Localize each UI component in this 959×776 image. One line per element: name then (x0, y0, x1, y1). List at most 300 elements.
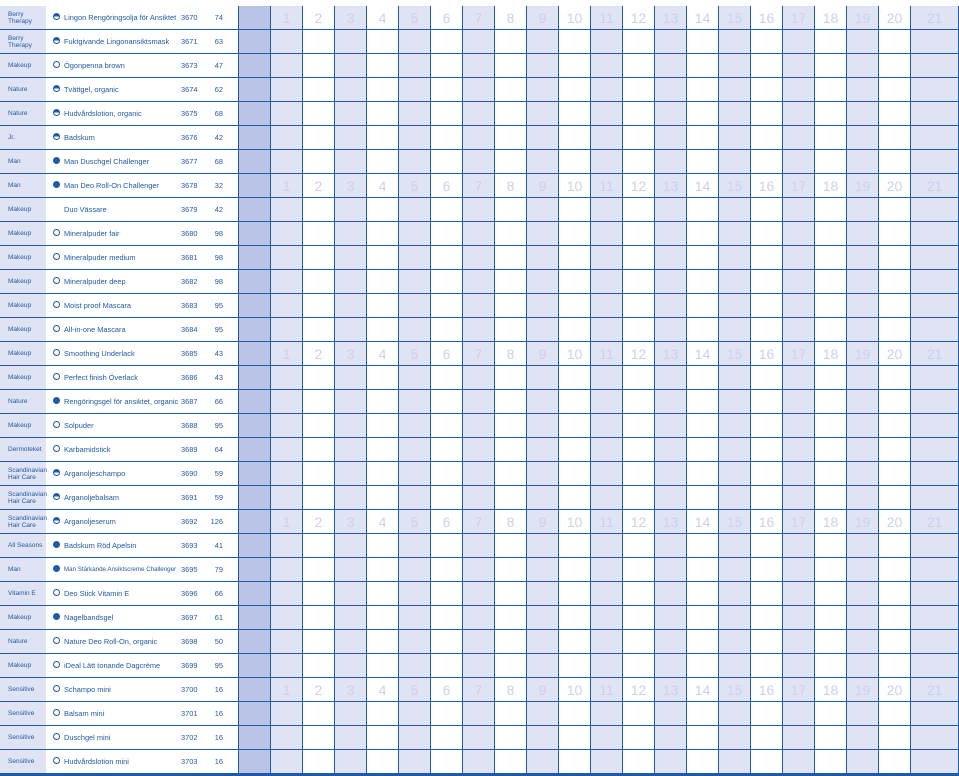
day-cell-10[interactable] (559, 486, 591, 509)
day-cell-15[interactable] (719, 54, 751, 77)
day-cell-20[interactable] (879, 294, 911, 317)
day-cell-10[interactable] (559, 414, 591, 437)
day-cell-7[interactable] (463, 78, 495, 101)
day-cell-11[interactable] (591, 606, 623, 629)
day-cell-3[interactable] (335, 270, 367, 293)
day-cell-10[interactable] (559, 126, 591, 149)
day-cell-11[interactable] (591, 78, 623, 101)
day-cell-14[interactable] (687, 630, 719, 653)
day-cell-1[interactable]: 1 (271, 174, 303, 197)
day-cell-10[interactable] (559, 102, 591, 125)
day-cell-2[interactable] (303, 102, 335, 125)
day-cell-20[interactable] (879, 414, 911, 437)
day-cell-1[interactable] (271, 78, 303, 101)
day-cell-3[interactable] (335, 654, 367, 677)
day-cell-4[interactable] (367, 294, 399, 317)
day-cell-14[interactable] (687, 654, 719, 677)
day-cell-4[interactable] (367, 486, 399, 509)
day-cell-15[interactable] (719, 582, 751, 605)
day-cell-20[interactable] (879, 150, 911, 173)
day-cell-12[interactable] (623, 30, 655, 53)
day-cell-4[interactable]: 4 (367, 510, 399, 533)
day-cell-1[interactable] (271, 54, 303, 77)
day-cell-15[interactable] (719, 222, 751, 245)
day-cell-5[interactable] (399, 390, 431, 413)
day-cell-14[interactable] (687, 30, 719, 53)
day-cell-16[interactable] (751, 414, 783, 437)
order-total-cell[interactable] (238, 606, 271, 629)
day-cell-12[interactable] (623, 606, 655, 629)
day-cell-17[interactable] (783, 366, 815, 389)
day-cell-4[interactable] (367, 462, 399, 485)
day-cell-2[interactable] (303, 414, 335, 437)
day-cell-1[interactable] (271, 462, 303, 485)
day-cell-6[interactable] (431, 198, 463, 221)
day-cell-19[interactable] (847, 318, 879, 341)
order-total-cell[interactable] (238, 6, 271, 29)
day-cell-8[interactable] (495, 582, 527, 605)
day-cell-17[interactable] (783, 486, 815, 509)
day-cell-21[interactable] (911, 534, 959, 557)
day-cell-18[interactable] (815, 462, 847, 485)
day-cell-3[interactable] (335, 702, 367, 725)
day-cell-8[interactable] (495, 366, 527, 389)
day-cell-6[interactable] (431, 102, 463, 125)
day-cell-5[interactable] (399, 630, 431, 653)
day-cell-21[interactable] (911, 462, 959, 485)
day-cell-3[interactable] (335, 726, 367, 749)
day-cell-16[interactable] (751, 318, 783, 341)
day-cell-21[interactable] (911, 702, 959, 725)
day-cell-11[interactable] (591, 366, 623, 389)
day-cell-17[interactable]: 17 (783, 6, 815, 29)
day-cell-4[interactable] (367, 150, 399, 173)
day-cell-10[interactable] (559, 702, 591, 725)
day-cell-10[interactable]: 10 (559, 678, 591, 701)
day-cell-7[interactable] (463, 246, 495, 269)
day-cell-8[interactable] (495, 102, 527, 125)
day-cell-1[interactable] (271, 606, 303, 629)
day-cell-6[interactable] (431, 318, 463, 341)
day-cell-19[interactable]: 19 (847, 510, 879, 533)
day-cell-6[interactable] (431, 750, 463, 773)
day-cell-10[interactable] (559, 390, 591, 413)
day-cell-18[interactable] (815, 318, 847, 341)
day-cell-21[interactable] (911, 150, 959, 173)
day-cell-11[interactable] (591, 702, 623, 725)
day-cell-19[interactable] (847, 270, 879, 293)
day-cell-7[interactable]: 7 (463, 174, 495, 197)
day-cell-20[interactable] (879, 318, 911, 341)
day-cell-14[interactable] (687, 702, 719, 725)
day-cell-9[interactable] (527, 270, 559, 293)
day-cell-10[interactable] (559, 78, 591, 101)
day-cell-6[interactable] (431, 438, 463, 461)
day-cell-19[interactable] (847, 198, 879, 221)
day-cell-8[interactable] (495, 126, 527, 149)
day-cell-18[interactable] (815, 702, 847, 725)
day-cell-11[interactable]: 11 (591, 342, 623, 365)
day-cell-20[interactable] (879, 486, 911, 509)
day-cell-12[interactable] (623, 78, 655, 101)
day-cell-17[interactable]: 17 (783, 510, 815, 533)
day-cell-20[interactable] (879, 582, 911, 605)
day-cell-5[interactable]: 5 (399, 6, 431, 29)
day-cell-1[interactable] (271, 486, 303, 509)
day-cell-19[interactable] (847, 102, 879, 125)
day-cell-5[interactable] (399, 270, 431, 293)
day-cell-6[interactable] (431, 30, 463, 53)
day-cell-8[interactable] (495, 246, 527, 269)
day-cell-1[interactable] (271, 654, 303, 677)
day-cell-19[interactable] (847, 582, 879, 605)
day-cell-6[interactable] (431, 366, 463, 389)
day-cell-8[interactable] (495, 462, 527, 485)
day-cell-9[interactable]: 9 (527, 678, 559, 701)
day-cell-7[interactable] (463, 198, 495, 221)
day-cell-13[interactable] (655, 654, 687, 677)
day-cell-8[interactable] (495, 150, 527, 173)
day-cell-9[interactable]: 9 (527, 342, 559, 365)
order-total-cell[interactable] (238, 78, 271, 101)
day-cell-7[interactable] (463, 54, 495, 77)
day-cell-18[interactable] (815, 726, 847, 749)
order-total-cell[interactable] (238, 438, 271, 461)
day-cell-11[interactable] (591, 246, 623, 269)
day-cell-20[interactable] (879, 654, 911, 677)
day-cell-7[interactable]: 7 (463, 678, 495, 701)
day-cell-4[interactable] (367, 534, 399, 557)
day-cell-12[interactable] (623, 270, 655, 293)
day-cell-21[interactable] (911, 750, 959, 773)
day-cell-10[interactable]: 10 (559, 342, 591, 365)
order-total-cell[interactable] (238, 726, 271, 749)
day-cell-12[interactable] (623, 630, 655, 653)
day-cell-6[interactable] (431, 414, 463, 437)
day-cell-16[interactable] (751, 150, 783, 173)
day-cell-20[interactable]: 20 (879, 174, 911, 197)
day-cell-11[interactable] (591, 30, 623, 53)
day-cell-12[interactable] (623, 222, 655, 245)
day-cell-16[interactable] (751, 222, 783, 245)
day-cell-17[interactable] (783, 606, 815, 629)
day-cell-4[interactable] (367, 630, 399, 653)
day-cell-20[interactable] (879, 726, 911, 749)
day-cell-17[interactable] (783, 414, 815, 437)
day-cell-15[interactable] (719, 270, 751, 293)
day-cell-21[interactable] (911, 102, 959, 125)
order-total-cell[interactable] (238, 414, 271, 437)
day-cell-19[interactable] (847, 126, 879, 149)
day-cell-1[interactable] (271, 702, 303, 725)
day-cell-11[interactable] (591, 198, 623, 221)
day-cell-9[interactable] (527, 198, 559, 221)
day-cell-9[interactable] (527, 438, 559, 461)
day-cell-3[interactable] (335, 222, 367, 245)
day-cell-19[interactable]: 19 (847, 342, 879, 365)
day-cell-2[interactable] (303, 486, 335, 509)
day-cell-9[interactable] (527, 30, 559, 53)
day-cell-17[interactable] (783, 126, 815, 149)
day-cell-20[interactable] (879, 606, 911, 629)
day-cell-7[interactable] (463, 270, 495, 293)
day-cell-17[interactable] (783, 726, 815, 749)
order-total-cell[interactable] (238, 534, 271, 557)
order-total-cell[interactable] (238, 462, 271, 485)
day-cell-14[interactable]: 14 (687, 174, 719, 197)
day-cell-8[interactable]: 8 (495, 6, 527, 29)
day-cell-16[interactable] (751, 78, 783, 101)
order-total-cell[interactable] (238, 222, 271, 245)
day-cell-17[interactable] (783, 246, 815, 269)
day-cell-8[interactable] (495, 30, 527, 53)
day-cell-7[interactable] (463, 558, 495, 581)
day-cell-16[interactable] (751, 366, 783, 389)
day-cell-3[interactable] (335, 150, 367, 173)
day-cell-10[interactable] (559, 270, 591, 293)
day-cell-21[interactable]: 21 (911, 510, 959, 533)
day-cell-1[interactable] (271, 294, 303, 317)
day-cell-2[interactable]: 2 (303, 342, 335, 365)
day-cell-3[interactable]: 3 (335, 510, 367, 533)
day-cell-10[interactable] (559, 366, 591, 389)
day-cell-7[interactable] (463, 414, 495, 437)
day-cell-17[interactable] (783, 150, 815, 173)
day-cell-9[interactable] (527, 486, 559, 509)
order-total-cell[interactable] (238, 702, 271, 725)
day-cell-15[interactable]: 15 (719, 342, 751, 365)
day-cell-13[interactable] (655, 366, 687, 389)
day-cell-3[interactable] (335, 246, 367, 269)
day-cell-17[interactable]: 17 (783, 174, 815, 197)
day-cell-17[interactable] (783, 390, 815, 413)
day-cell-6[interactable] (431, 606, 463, 629)
day-cell-18[interactable] (815, 486, 847, 509)
day-cell-12[interactable] (623, 294, 655, 317)
day-cell-7[interactable] (463, 606, 495, 629)
order-total-cell[interactable] (238, 582, 271, 605)
day-cell-13[interactable] (655, 102, 687, 125)
day-cell-20[interactable] (879, 366, 911, 389)
day-cell-15[interactable] (719, 390, 751, 413)
day-cell-13[interactable] (655, 222, 687, 245)
day-cell-13[interactable]: 13 (655, 342, 687, 365)
day-cell-10[interactable] (559, 54, 591, 77)
day-cell-13[interactable] (655, 486, 687, 509)
day-cell-7[interactable] (463, 726, 495, 749)
day-cell-7[interactable] (463, 630, 495, 653)
day-cell-12[interactable] (623, 318, 655, 341)
day-cell-20[interactable]: 20 (879, 678, 911, 701)
day-cell-6[interactable] (431, 294, 463, 317)
day-cell-7[interactable] (463, 702, 495, 725)
day-cell-5[interactable] (399, 462, 431, 485)
day-cell-9[interactable] (527, 102, 559, 125)
day-cell-20[interactable] (879, 630, 911, 653)
day-cell-1[interactable] (271, 390, 303, 413)
order-total-cell[interactable] (238, 102, 271, 125)
day-cell-18[interactable]: 18 (815, 6, 847, 29)
day-cell-10[interactable]: 10 (559, 174, 591, 197)
day-cell-6[interactable]: 6 (431, 510, 463, 533)
day-cell-3[interactable] (335, 750, 367, 773)
day-cell-13[interactable] (655, 630, 687, 653)
day-cell-7[interactable] (463, 486, 495, 509)
day-cell-2[interactable] (303, 726, 335, 749)
day-cell-15[interactable] (719, 366, 751, 389)
day-cell-2[interactable]: 2 (303, 510, 335, 533)
day-cell-12[interactable] (623, 54, 655, 77)
day-cell-21[interactable]: 21 (911, 342, 959, 365)
day-cell-14[interactable] (687, 198, 719, 221)
order-total-cell[interactable] (238, 366, 271, 389)
day-cell-17[interactable] (783, 558, 815, 581)
day-cell-5[interactable] (399, 438, 431, 461)
day-cell-16[interactable] (751, 246, 783, 269)
day-cell-8[interactable] (495, 390, 527, 413)
day-cell-2[interactable] (303, 630, 335, 653)
day-cell-8[interactable] (495, 750, 527, 773)
day-cell-13[interactable] (655, 534, 687, 557)
day-cell-6[interactable] (431, 150, 463, 173)
day-cell-2[interactable] (303, 150, 335, 173)
day-cell-2[interactable]: 2 (303, 174, 335, 197)
day-cell-11[interactable] (591, 318, 623, 341)
day-cell-5[interactable] (399, 150, 431, 173)
day-cell-21[interactable] (911, 222, 959, 245)
day-cell-13[interactable] (655, 606, 687, 629)
day-cell-17[interactable] (783, 462, 815, 485)
day-cell-2[interactable] (303, 78, 335, 101)
day-cell-15[interactable] (719, 702, 751, 725)
day-cell-14[interactable]: 14 (687, 342, 719, 365)
day-cell-2[interactable]: 2 (303, 678, 335, 701)
day-cell-16[interactable] (751, 750, 783, 773)
day-cell-21[interactable] (911, 366, 959, 389)
day-cell-18[interactable] (815, 630, 847, 653)
day-cell-8[interactable]: 8 (495, 174, 527, 197)
day-cell-5[interactable]: 5 (399, 342, 431, 365)
day-cell-6[interactable] (431, 726, 463, 749)
day-cell-6[interactable] (431, 222, 463, 245)
day-cell-16[interactable]: 16 (751, 510, 783, 533)
day-cell-15[interactable] (719, 246, 751, 269)
day-cell-21[interactable] (911, 318, 959, 341)
day-cell-21[interactable] (911, 606, 959, 629)
day-cell-18[interactable] (815, 414, 847, 437)
day-cell-17[interactable] (783, 78, 815, 101)
day-cell-3[interactable] (335, 534, 367, 557)
day-cell-17[interactable] (783, 294, 815, 317)
day-cell-5[interactable] (399, 102, 431, 125)
day-cell-20[interactable]: 20 (879, 342, 911, 365)
day-cell-13[interactable] (655, 198, 687, 221)
day-cell-18[interactable] (815, 270, 847, 293)
day-cell-4[interactable] (367, 414, 399, 437)
day-cell-2[interactable] (303, 582, 335, 605)
day-cell-7[interactable] (463, 438, 495, 461)
day-cell-1[interactable] (271, 198, 303, 221)
day-cell-16[interactable]: 16 (751, 6, 783, 29)
day-cell-9[interactable]: 9 (527, 6, 559, 29)
day-cell-4[interactable] (367, 750, 399, 773)
day-cell-13[interactable] (655, 582, 687, 605)
day-cell-17[interactable] (783, 630, 815, 653)
day-cell-21[interactable] (911, 726, 959, 749)
day-cell-1[interactable] (271, 582, 303, 605)
day-cell-18[interactable] (815, 606, 847, 629)
day-cell-11[interactable] (591, 750, 623, 773)
day-cell-21[interactable] (911, 438, 959, 461)
day-cell-5[interactable] (399, 198, 431, 221)
day-cell-12[interactable] (623, 438, 655, 461)
day-cell-16[interactable] (751, 198, 783, 221)
day-cell-4[interactable] (367, 198, 399, 221)
order-total-cell[interactable] (238, 678, 271, 701)
day-cell-5[interactable] (399, 366, 431, 389)
day-cell-13[interactable] (655, 462, 687, 485)
day-cell-6[interactable] (431, 270, 463, 293)
day-cell-1[interactable] (271, 630, 303, 653)
day-cell-3[interactable] (335, 318, 367, 341)
day-cell-10[interactable] (559, 462, 591, 485)
day-cell-1[interactable] (271, 222, 303, 245)
day-cell-15[interactable]: 15 (719, 678, 751, 701)
day-cell-11[interactable] (591, 462, 623, 485)
day-cell-12[interactable] (623, 486, 655, 509)
day-cell-7[interactable]: 7 (463, 6, 495, 29)
day-cell-16[interactable] (751, 558, 783, 581)
day-cell-15[interactable] (719, 414, 751, 437)
day-cell-14[interactable] (687, 582, 719, 605)
day-cell-7[interactable] (463, 102, 495, 125)
day-cell-9[interactable] (527, 606, 559, 629)
day-cell-19[interactable] (847, 438, 879, 461)
day-cell-2[interactable] (303, 246, 335, 269)
day-cell-5[interactable] (399, 726, 431, 749)
day-cell-1[interactable] (271, 318, 303, 341)
order-total-cell[interactable] (238, 174, 271, 197)
day-cell-6[interactable] (431, 486, 463, 509)
day-cell-20[interactable] (879, 30, 911, 53)
day-cell-8[interactable] (495, 54, 527, 77)
day-cell-9[interactable] (527, 726, 559, 749)
day-cell-11[interactable]: 11 (591, 6, 623, 29)
day-cell-21[interactable] (911, 198, 959, 221)
day-cell-18[interactable] (815, 126, 847, 149)
day-cell-19[interactable] (847, 366, 879, 389)
day-cell-8[interactable] (495, 630, 527, 653)
day-cell-13[interactable] (655, 558, 687, 581)
day-cell-5[interactable] (399, 654, 431, 677)
day-cell-21[interactable] (911, 582, 959, 605)
day-cell-9[interactable] (527, 702, 559, 725)
day-cell-16[interactable] (751, 630, 783, 653)
day-cell-2[interactable] (303, 270, 335, 293)
order-total-cell[interactable] (238, 630, 271, 653)
day-cell-17[interactable] (783, 102, 815, 125)
day-cell-1[interactable] (271, 750, 303, 773)
day-cell-7[interactable] (463, 126, 495, 149)
day-cell-2[interactable] (303, 606, 335, 629)
day-cell-17[interactable]: 17 (783, 678, 815, 701)
day-cell-18[interactable] (815, 582, 847, 605)
day-cell-4[interactable] (367, 318, 399, 341)
day-cell-11[interactable] (591, 126, 623, 149)
day-cell-12[interactable] (623, 414, 655, 437)
order-total-cell[interactable] (238, 150, 271, 173)
day-cell-20[interactable] (879, 750, 911, 773)
